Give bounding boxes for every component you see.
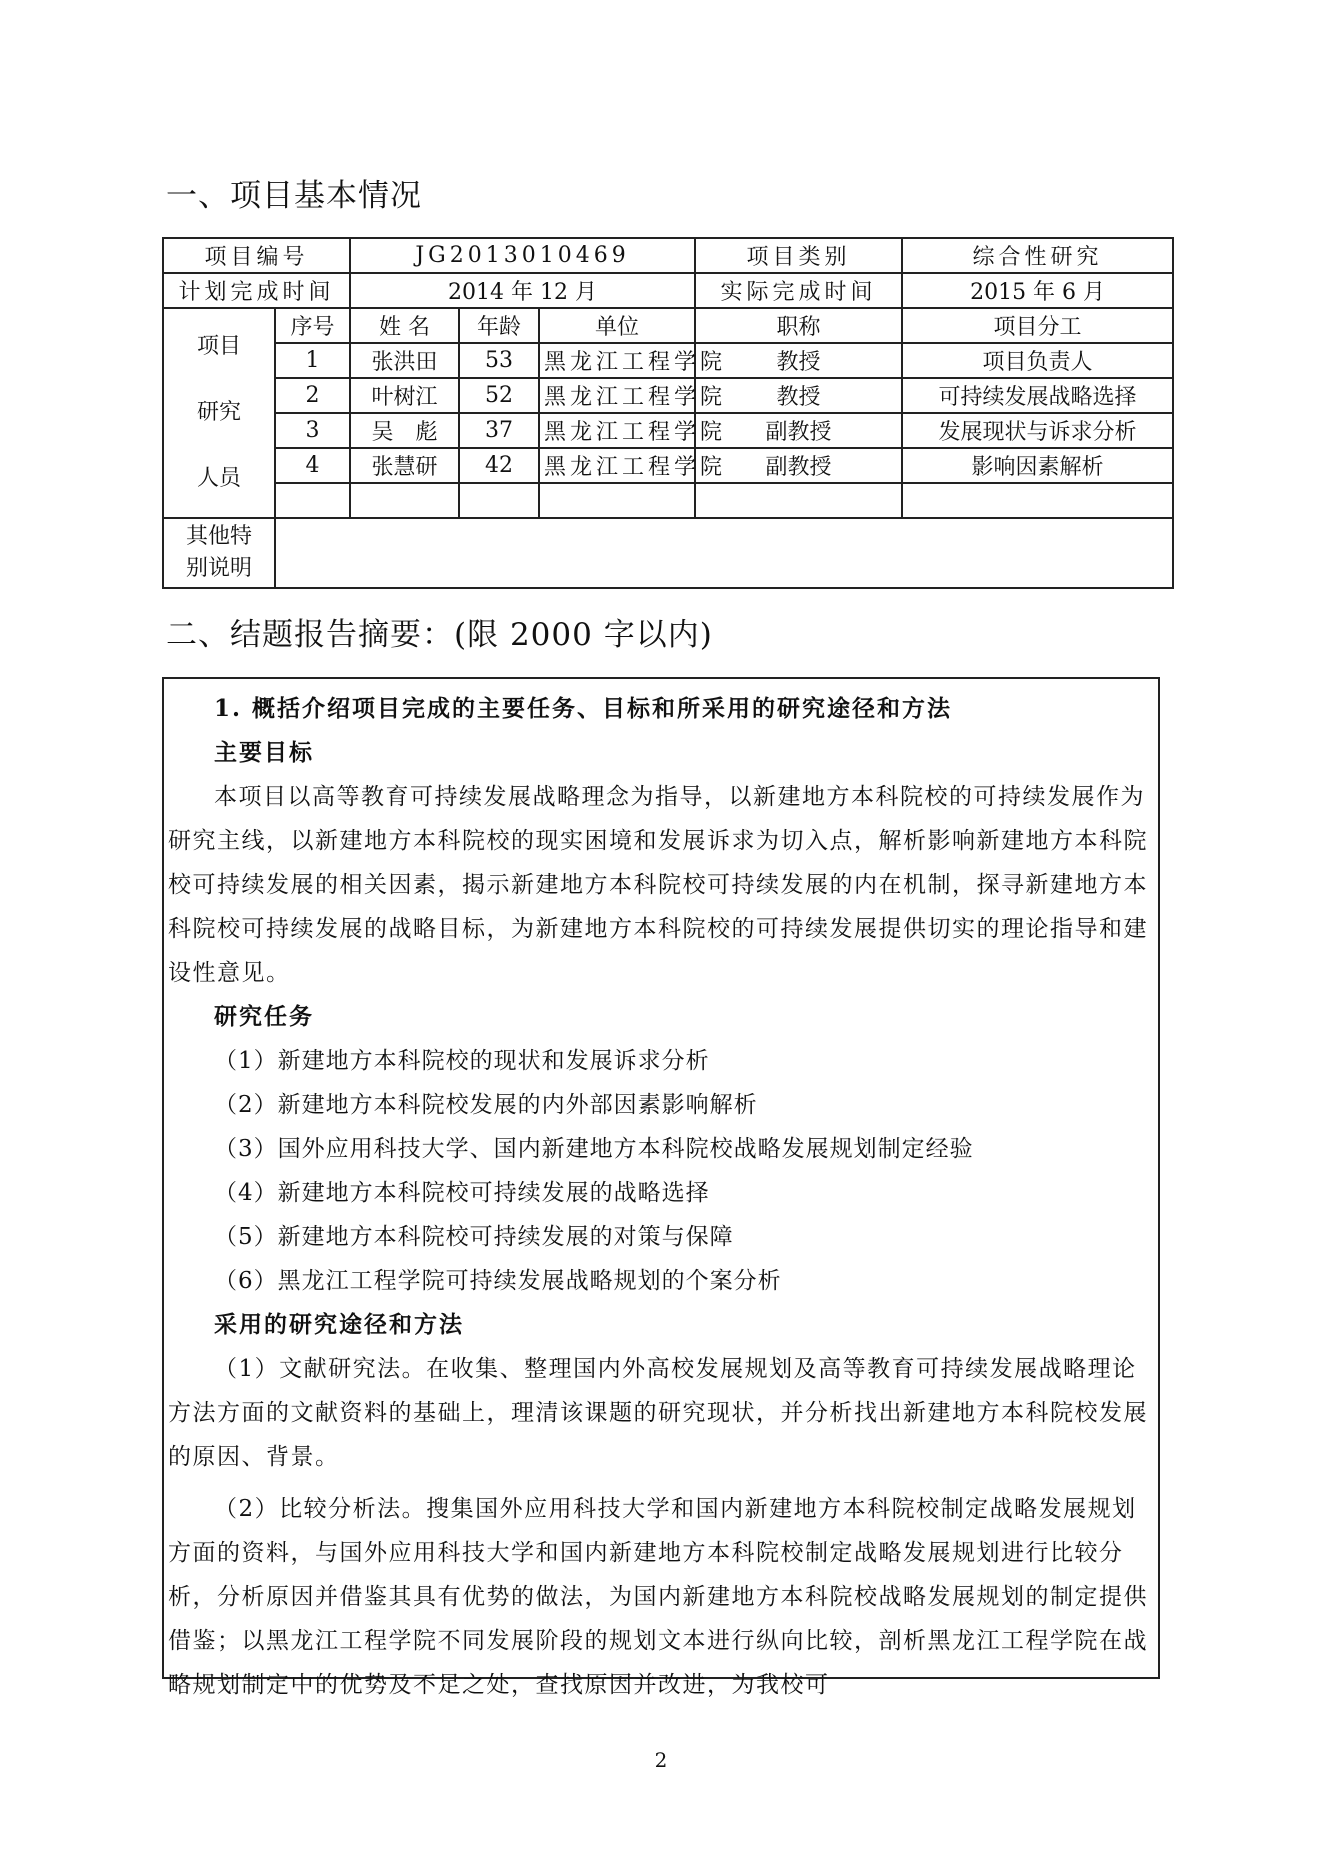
table-row [163,378,1173,413]
member-role: 发展现状与诉求分析 [902,413,1173,448]
method-2: （2）比较分析法。搜集国外应用科技大学和国内新建地方本科院校制定战略发展规划方面的资料，与国外应用科技大学和国内新建地方本科院校制定战略发展规划进行比较分析，分析原因并借鉴其具有优势的做法，为国内新建地方本科院校战略发展规划的制定提供借鉴；以黑龙江工程学院不同发展阶段的规划文本进行纵向比较，剖析黑龙江工程学院在战略规划制定中的优势及不足之处，查找原因并改进，为我校可 [168,1496,1148,1698]
table-row [163,343,1173,378]
method-1: （1）文献研究法。在收集、整理国内外高校发展规划及高等教育可持续发展战略理论方法方面的文献资料的基础上，理清该课题的研究现状，并分析找出新建地方本科院校发展的原因、背景。 [168,1356,1148,1470]
other-notes-row [163,518,1173,588]
category-label: 项目类别 [695,238,902,273]
info-row-2 [163,273,1173,308]
member-title: 教授 [695,378,902,413]
header-name: 姓 名 [350,308,459,343]
section2-title: 二、结题报告摘要：(限 2000 字以内) [166,617,713,653]
other-notes-value [275,518,1173,588]
member-name: 吴 彪 [350,413,459,448]
staff-label-2: 研究 [196,400,241,425]
header-title: 职称 [695,308,902,343]
list-item: （2）新建地方本科院校发展的内外部因素影响解析 [214,1092,758,1118]
member-age: 37 [459,413,539,448]
table-row [163,413,1173,448]
info-row-1 [163,238,1173,273]
goal-title: 主要目标 [214,739,314,766]
section1-title: 一、项目基本情况 [166,178,422,214]
member-name: 张慧研 [350,448,459,483]
member-role: 可持续发展战略选择 [902,378,1173,413]
member-unit: 黑龙江工程学院 [539,343,695,378]
table-row [163,448,1173,483]
staff-label-3: 人员 [196,466,241,491]
member-age: 52 [459,378,539,413]
list-item: （4）新建地方本科院校可持续发展的战略选择 [214,1180,710,1206]
member-title: 教授 [695,343,902,378]
staff-side-label [163,308,275,518]
actual-value: 2015 年 6 月 [902,273,1173,308]
member-role: 项目负责人 [902,343,1173,378]
empty-row [163,483,1173,518]
member-unit: 黑龙江工程学院 [539,413,695,448]
planned-value: 2014 年 12 月 [350,273,695,308]
abstract-heading: 1. 概括介绍项目完成的主要任务、目标和所采用的研究途径和方法 [214,695,953,722]
other-label-2: 别说明 [185,556,252,581]
staff-header-row [163,308,1173,343]
project-no-value: JG2013010469 [350,238,695,273]
member-unit: 黑龙江工程学院 [539,448,695,483]
tasks-title: 研究任务 [214,1003,314,1030]
header-age: 年龄 [459,308,539,343]
page-number: 2 [654,1748,668,1772]
member-seq: 1 [275,343,350,378]
other-notes-label [163,518,275,588]
abstract-box [162,677,1160,1698]
member-seq: 3 [275,413,350,448]
member-age: 53 [459,343,539,378]
category-value: 综合性研究 [902,238,1173,273]
header-role: 项目分工 [902,308,1173,343]
member-unit: 黑龙江工程学院 [539,378,695,413]
project-no-label: 项目编号 [163,238,350,273]
list-item: （5）新建地方本科院校可持续发展的对策与保障 [214,1224,734,1250]
other-label-1: 其他特 [185,524,252,549]
methods-title: 采用的研究途径和方法 [214,1311,464,1338]
member-title: 副教授 [695,413,902,448]
member-name: 张洪田 [350,343,459,378]
goal-text: 本项目以高等教育可持续发展战略理念为指导，以新建地方本科院校的可持续发展作为研究主线，以新建地方本科院校的现实困境和发展诉求为切入点，解析影响新建地方本科院校可持续发展的相关因素，揭示新建地方本科院校可持续发展的内在机制，探寻新建地方本科院校可持续发展的战略目标，为新建地方本科院校的可持续发展提供切实的理论指导和建设性意见。 [168,784,1148,986]
member-title: 副教授 [695,448,902,483]
actual-label: 实际完成时间 [695,273,902,308]
header-seq: 序号 [275,308,350,343]
member-age: 42 [459,448,539,483]
list-item: （6）黑龙江工程学院可持续发展战略规划的个案分析 [214,1268,782,1294]
planned-label: 计划完成时间 [163,273,350,308]
project-info-table [162,237,1174,589]
list-item: （3）国外应用科技大学、国内新建地方本科院校战略发展规划制定经验 [214,1136,974,1162]
member-seq: 2 [275,378,350,413]
member-name: 叶树江 [350,378,459,413]
staff-label-1: 项目 [196,334,241,359]
header-unit: 单位 [539,308,695,343]
list-item: （1）新建地方本科院校的现状和发展诉求分析 [214,1048,710,1074]
member-role: 影响因素解析 [902,448,1173,483]
member-seq: 4 [275,448,350,483]
